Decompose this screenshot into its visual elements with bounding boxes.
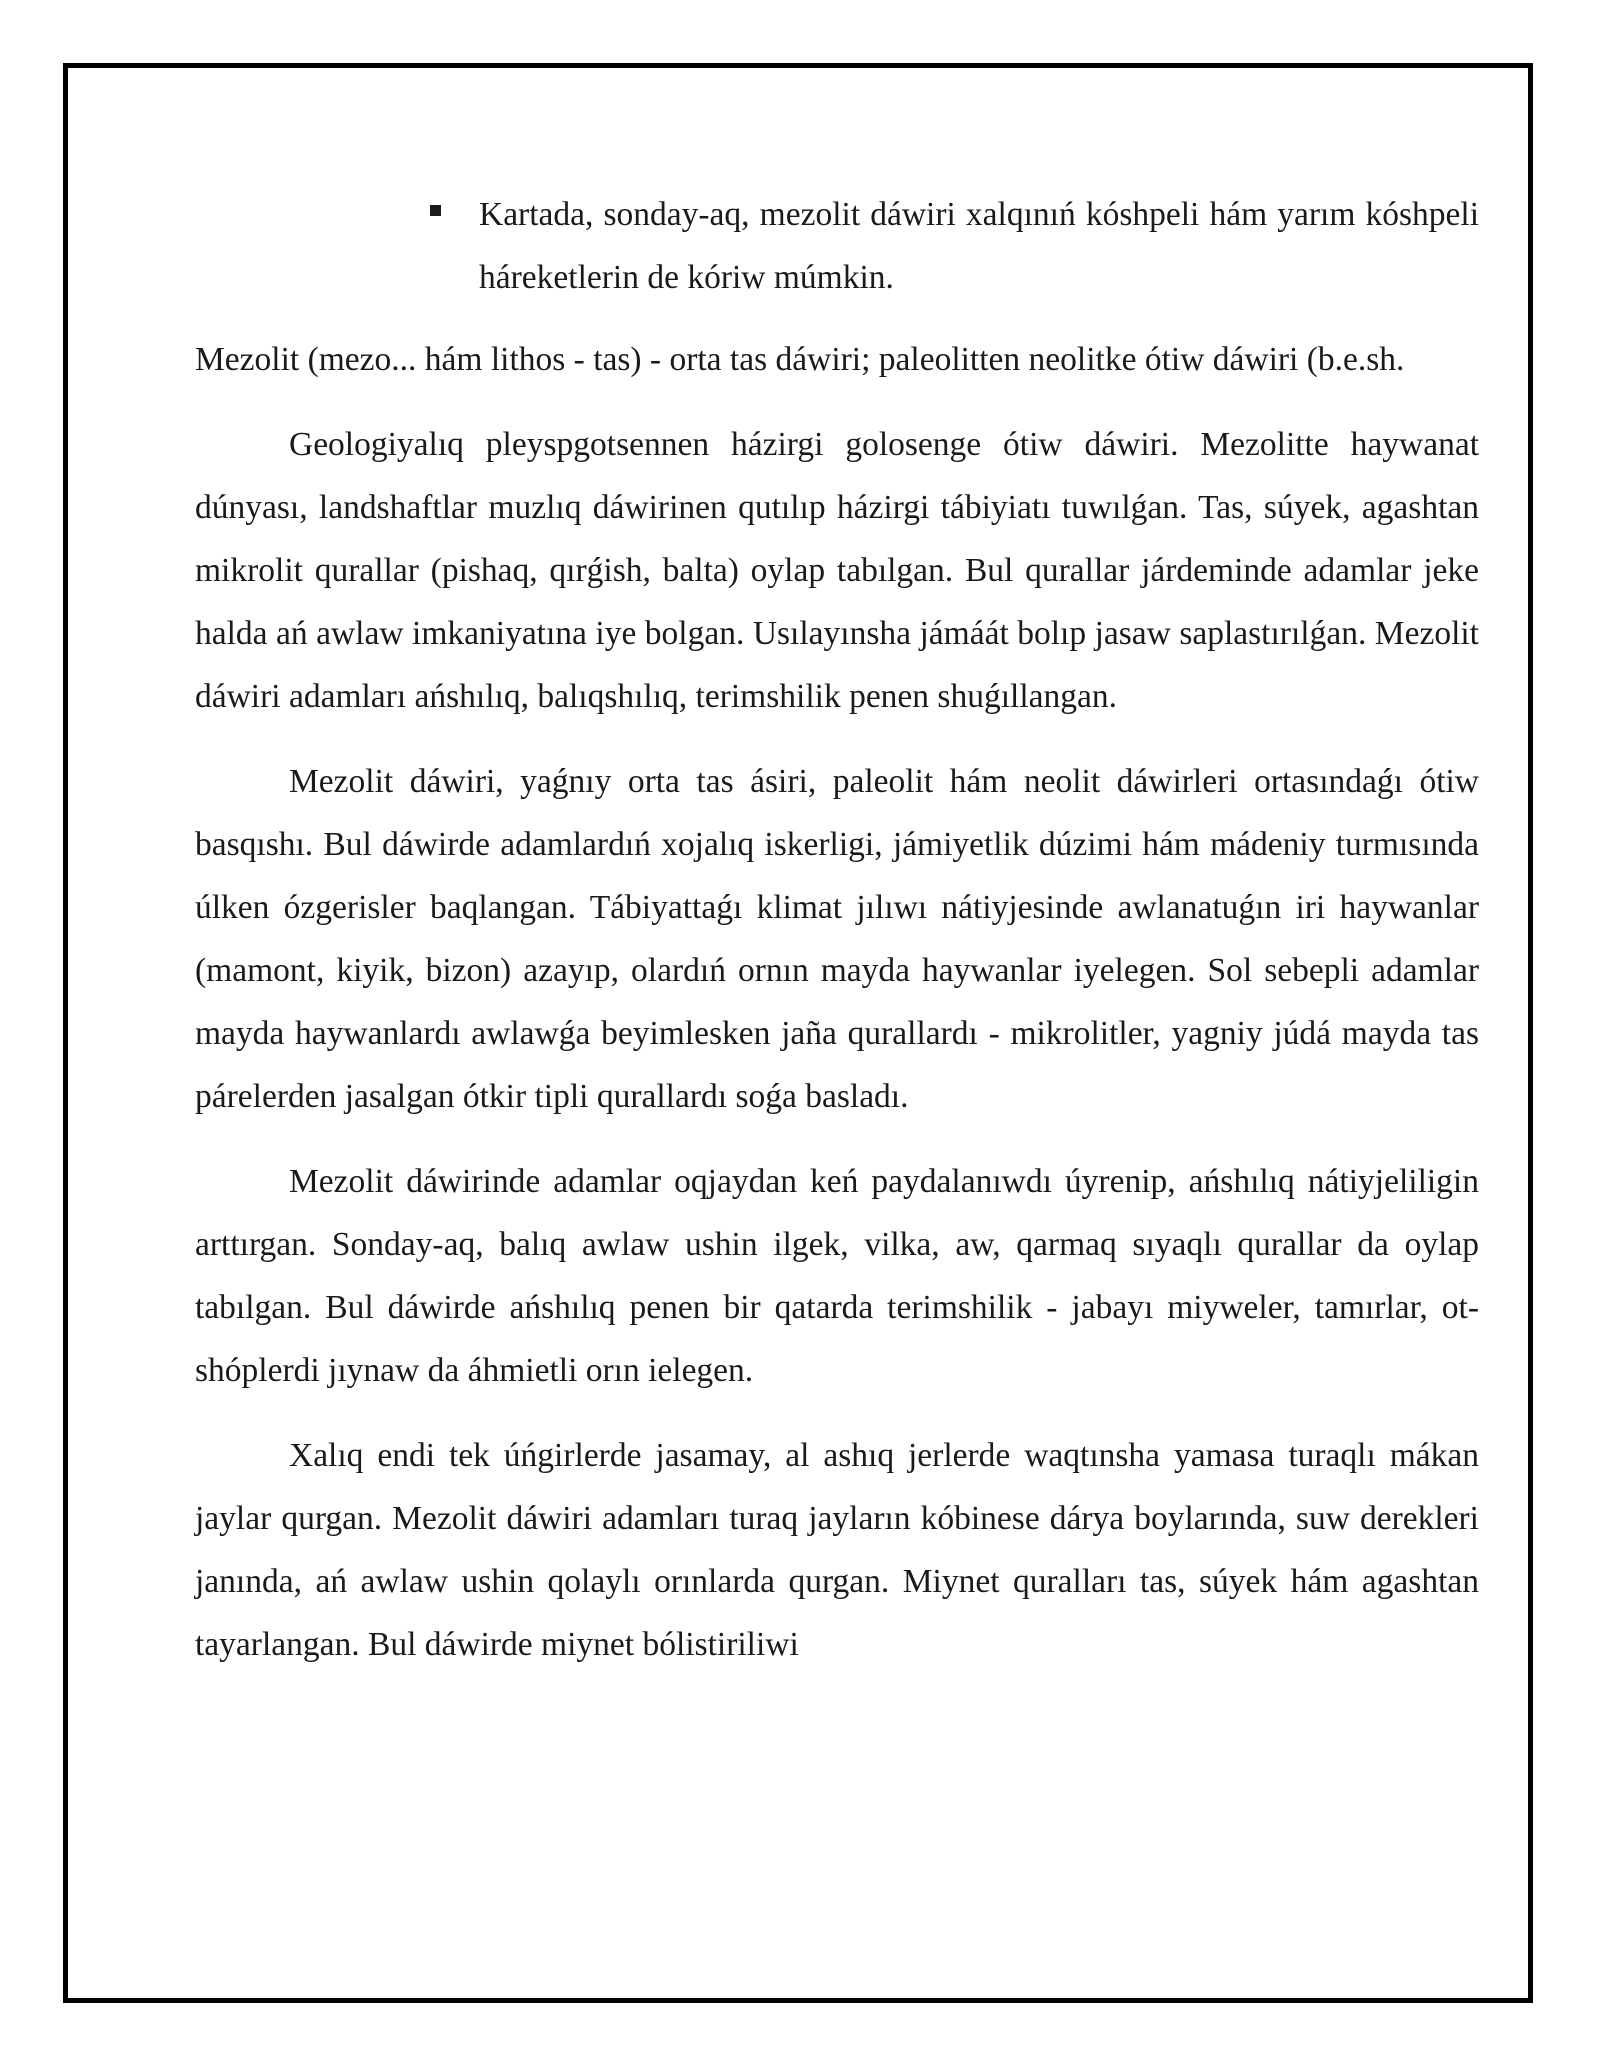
bullet-list-item	[195, 183, 1479, 309]
paragraph-4: Mezolit dáwirinde adamlar oqjaydan keń paydalanıwdı úyrenip, ańshılıq nátiyjeliligin arttırgan. Sonday-aq, balıq awlaw ushin ilgek, vilka, aw, qarmaq sıyaqlı qurallar da oylap tabılgan. Bul dáwirde ańshılıq penen bir qatarda terimshilik - jabayı miyweler, tamırlar, ot-shóplerdi jıynaw da áhmietli orın ielegen.	[195, 1163, 1479, 1389]
paragraph-5: Xalıq endi tek úńgirlerde jasamay, al ashıq jerlerde waqtınsha yamasa turaqlı mákan jaylar qurgan. Mezolit dáwiri adamları turaq jayların kóbinese dárya boylarında, suw derekleri janında, ań awlaw ushin qolaylı orınlarda qurgan. Miynet quralları tas, súyek hám agashtan tayarlangan. Bul dáwirde miynet bólistiriliwi	[195, 1437, 1479, 1663]
paragraph-3: Mezolit dáwiri, yaǵnıy orta tas ásiri, paleolit hám neolit dáwirleri ortasındaǵı ótiw basqıshı. Bul dáwirde adamlardıń xojalıq iskerligi, jámiyetlik dúzimi hám mádeniy turmısında úlken ózgerisler baqlangan. Tábiyattaǵı klimat jılıwı nátiyjesinde awlanatuǵın iri haywanlar (mamont, kiyik, bizon) azayıp, olardıń ornın mayda haywanlar iyelegen. Sol sebepli adamlar mayda haywanlardı awlawǵa beyimlesken jaña qurallardı - mikrolitler, yagniy júdá mayda tas párelerden jasalgan ótkir tipli qurallardı soǵa basladı.	[195, 763, 1479, 1115]
document-body	[195, 68, 1479, 1676]
square-bullet-icon	[430, 205, 441, 216]
paragraph-1: Mezolit (mezo... hám lithos - tas) - orta tas dáwiri; paleolitten neolitke ótiw dáwiri (b.e.sh.	[195, 341, 1405, 378]
paragraph-2: Geologiyalıq pleyspgotsennen házirgi golosenge ótiw dáwiri. Mezolitte haywanat dúnyası, landshaftlar muzlıq dáwirinen qutılıp házirgi tábiyiatı tuwılǵan. Tas, súyek, agashtan mikrolit qurallar (pishaq, qırǵish, balta) oylap tabılgan. Bul qurallar járdeminde adamlar jeke halda ań awlaw imkaniyatına iye bolgan. Usılayınsha jámáát bolıp jasaw saplastırılǵan. Mezolit dáwiri adamları ańshılıq, balıqshılıq, terimshilik penen shuǵıllangan.	[195, 426, 1479, 715]
document-page	[63, 63, 1533, 2003]
bullet-item-text: Kartada, sonday-aq, mezolit dáwiri xalqınıń kóshpeli hám yarım kóshpeli háreketlerin de kóriw múmkin.	[479, 196, 1479, 296]
